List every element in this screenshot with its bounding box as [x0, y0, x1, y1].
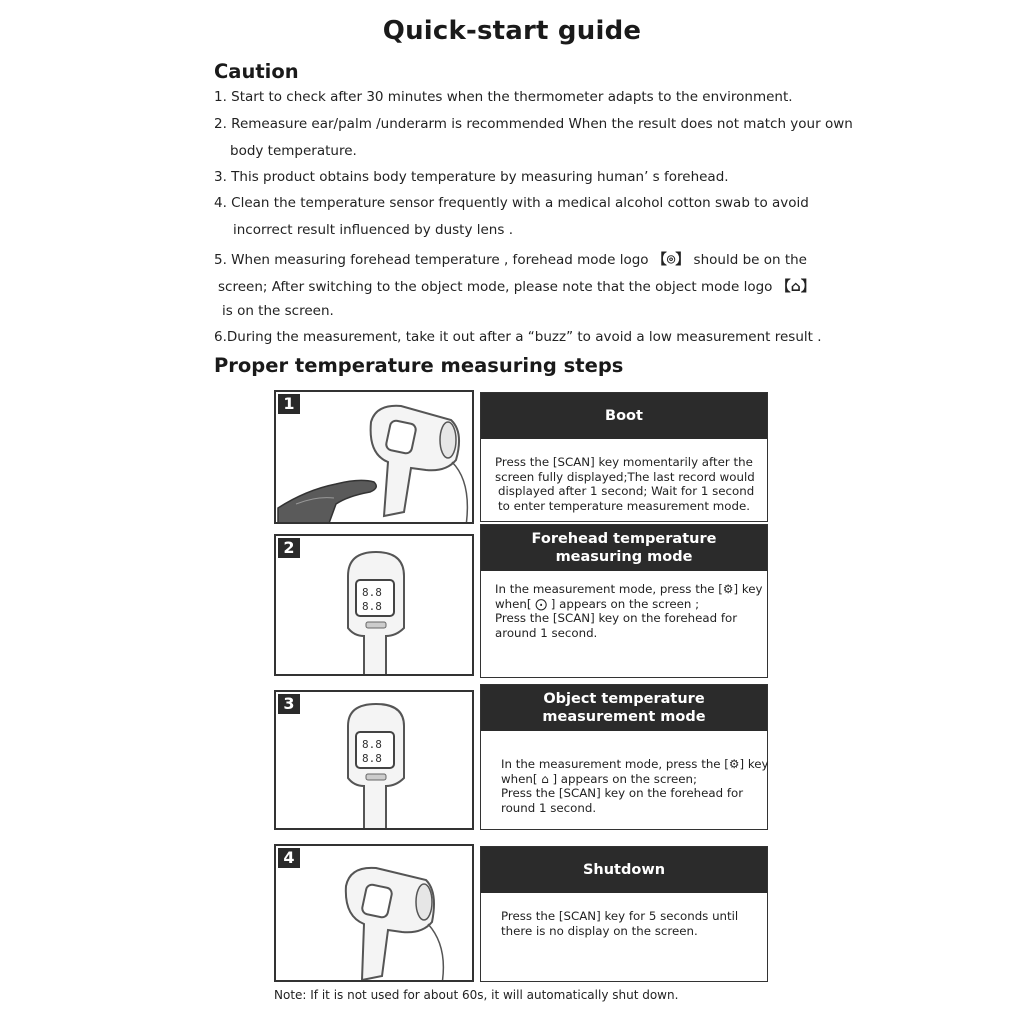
- svg-text:8.8: 8.8: [362, 586, 382, 599]
- step-2-body-line: around 1 second.: [495, 625, 598, 640]
- caution-line-5: [214, 249, 807, 269]
- step-3-illustration: [274, 690, 474, 830]
- step-2-title-line: Forehead temperature: [531, 531, 717, 547]
- caution-line-6: 6.During the measurement, take it out after a “buzz” to avoid a low measurement result .: [214, 329, 822, 345]
- step-3-body: [481, 731, 767, 815]
- step-1-body-line: screen fully displayed;The last record would: [495, 469, 755, 484]
- forehead-mode-logo-icon: 【⌾】: [652, 252, 690, 268]
- step-1-title: [481, 393, 767, 439]
- step-3-number: 3: [278, 694, 300, 714]
- step-4-number: 4: [278, 848, 300, 868]
- caution-line-5-text: 5. When measuring forehead temperature , forehead mode logo: [214, 252, 649, 268]
- caution-line-1: 1. Start to check after 30 minutes when the thermometer adapts to the environment.: [214, 89, 793, 105]
- svg-text:8.8: 8.8: [362, 738, 382, 751]
- object-mode-logo-icon: 【⌂】: [776, 279, 815, 295]
- step-2-body-line: Press the [SCAN] key on the forehead for: [495, 611, 738, 625]
- step-3-title: [481, 685, 767, 731]
- step-2-title: [481, 525, 767, 571]
- thermometer-side-icon: [276, 846, 474, 982]
- step-3-title-line: Object temperature: [543, 691, 705, 707]
- footnote: Note: If it is not used for about 60s, it will automatically shut down.: [274, 988, 679, 1002]
- page-title: Quick-start guide: [382, 16, 642, 46]
- thermometer-side-icon: [276, 392, 474, 524]
- caution-line-3: 3. This product obtains body temperature by measuring human’ s forehead.: [214, 169, 729, 185]
- caution-heading: Caution: [214, 60, 299, 83]
- step-1-title-line: Boot: [605, 408, 643, 424]
- step-2-number: 2: [278, 538, 300, 558]
- step-3-body-line: when[ ⌂ ] appears on the screen;: [501, 771, 697, 786]
- step-2-panel: [480, 524, 768, 678]
- caution-line-5-cont-text: screen; After switching to the object mode, please note that the object mode logo: [218, 279, 773, 295]
- svg-text:8.8: 8.8: [362, 752, 382, 765]
- step-3-body-line: Press the [SCAN] key on the forehead for: [501, 786, 744, 800]
- step-1-panel: [480, 392, 768, 522]
- thermometer-front-icon: [276, 692, 474, 830]
- step-1-body-line: displayed after 1 second; Wait for 1 second: [498, 484, 755, 498]
- thermometer-front-icon: [276, 536, 474, 676]
- step-2-illustration: [274, 534, 474, 676]
- step-4-title-line: Shutdown: [582, 862, 666, 878]
- step-4-panel: [480, 846, 768, 982]
- caution-line-4: 4. Clean the temperature sensor frequently with a medical alcohol cotton swab to avoid: [214, 195, 809, 211]
- step-4-body-line: there is no display on the screen.: [501, 923, 698, 938]
- step-4-illustration: [274, 844, 474, 982]
- step-1-illustration: [274, 390, 474, 524]
- step-1-number: 1: [278, 394, 300, 414]
- svg-text:8.8: 8.8: [362, 600, 382, 613]
- step-1-body-line: to enter temperature measurement mode.: [498, 498, 750, 513]
- step-2-title-line: measuring mode: [555, 549, 693, 565]
- step-4-title: [481, 847, 767, 893]
- step-3-body-line: In the measurement mode, press the [⚙] key: [501, 757, 769, 771]
- step-3-title-line: measurement mode: [542, 709, 706, 725]
- step-4-body: [481, 893, 767, 938]
- step-3-body-line: round 1 second.: [501, 800, 597, 815]
- steps-heading: Proper temperature measuring steps: [214, 354, 624, 377]
- caution-line-5-end: is on the screen.: [222, 303, 334, 319]
- step-3-panel: [480, 684, 768, 830]
- caution-line-4-cont: incorrect result influenced by dusty lens .: [233, 222, 513, 238]
- step-2-body-line: In the measurement mode, press the [⚙] key: [495, 582, 763, 596]
- caution-line-5-tail: should be on the: [693, 252, 807, 268]
- caution-line-2: 2. Remeasure ear/palm /underarm is recommended When the result does not match your own: [214, 116, 853, 132]
- step-2-body: [481, 571, 767, 640]
- step-4-body-line: Press the [SCAN] key for 5 seconds until: [501, 909, 739, 923]
- caution-line-5-cont: [218, 276, 815, 296]
- step-2-body-line: when[ ⨀ ] appears on the screen ;: [495, 596, 700, 611]
- caution-line-2-cont: body temperature.: [230, 143, 357, 159]
- step-1-body-line: Press the [SCAN] key momentarily after the: [495, 455, 753, 469]
- step-1-body: [481, 439, 767, 513]
